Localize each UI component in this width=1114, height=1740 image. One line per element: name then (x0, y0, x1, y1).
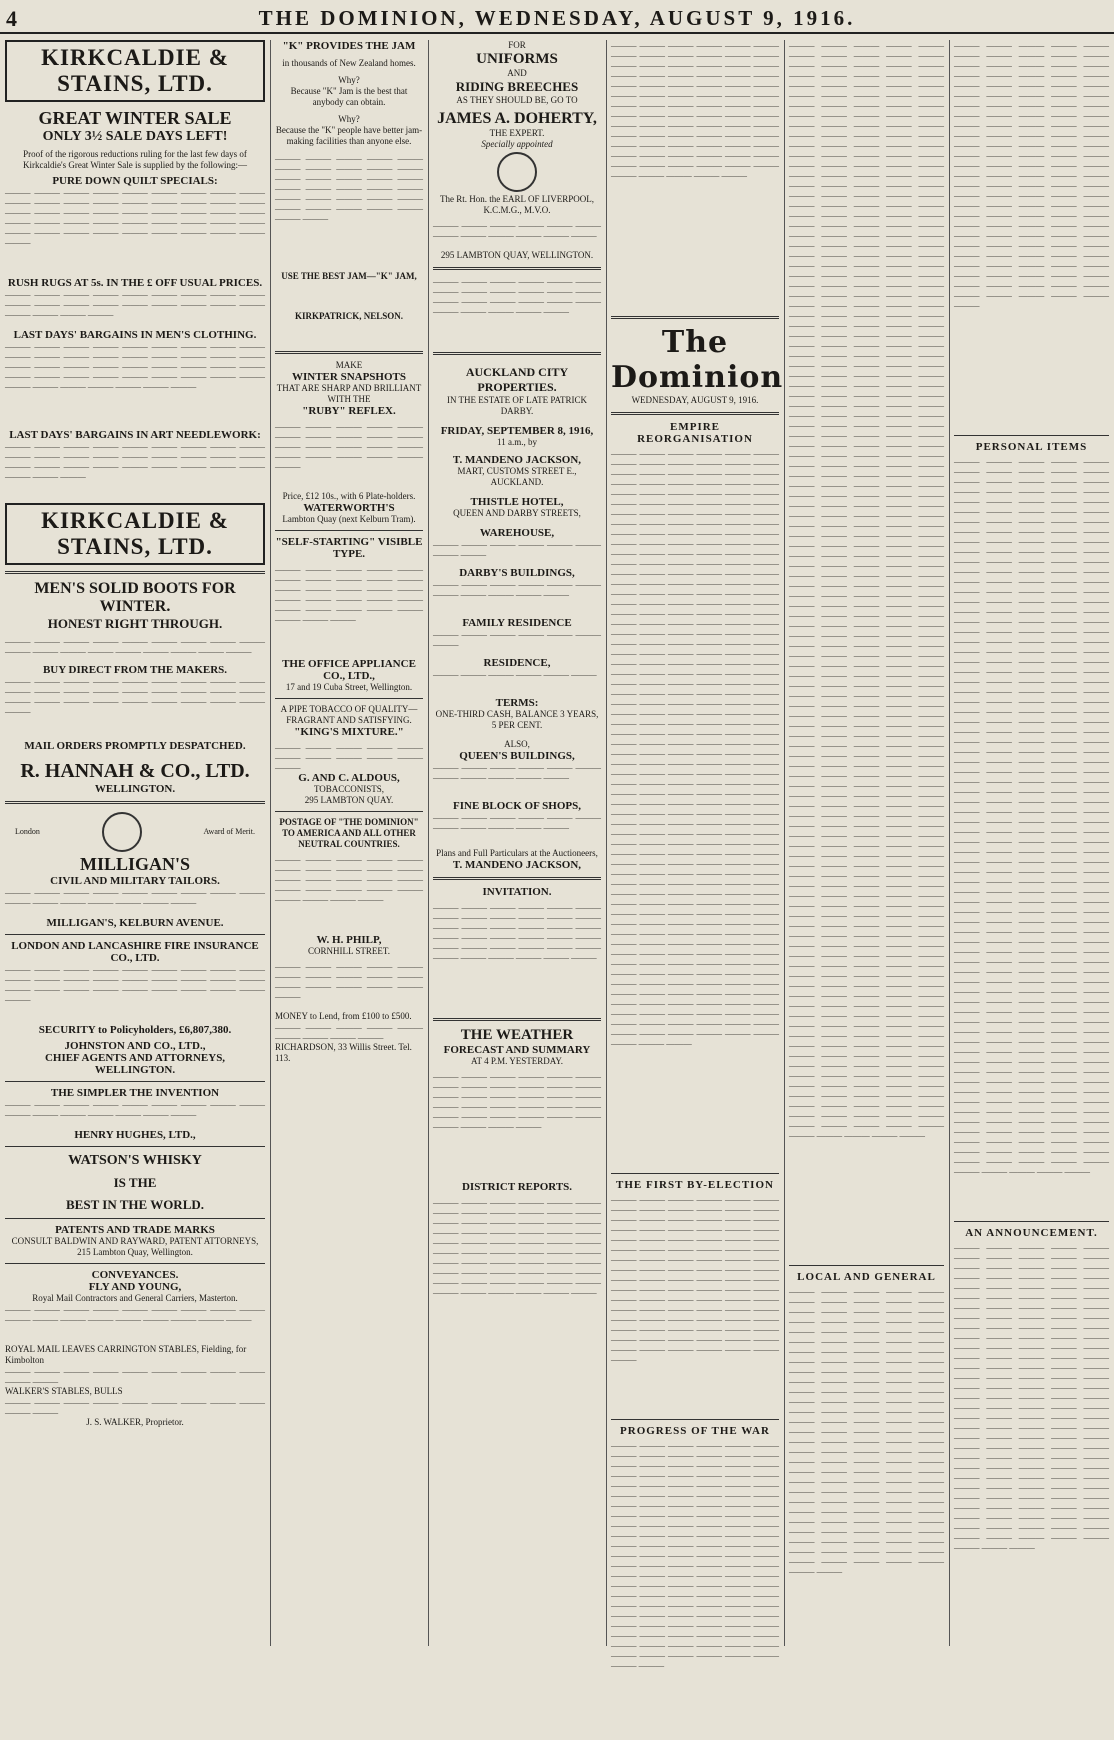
war-heading: PROGRESS OF THE WAR (620, 1425, 770, 1437)
doherty-address: 295 LAMBTON QUAY, WELLINGTON. (440, 250, 594, 260)
hannah-city: WELLINGTON. (94, 783, 176, 795)
auction-date: FRIDAY, SEPTEMBER 8, 1916, (440, 425, 594, 437)
philp-subtitle: CORNHILL STREET. (308, 946, 390, 956)
fly-young-name: FLY AND YOUNG, (88, 1281, 182, 1293)
page-number: 4 (6, 6, 17, 31)
district-reports: DISTRICT REPORTS. (461, 1181, 573, 1193)
byelection-heading: THE FIRST BY-ELECTION (616, 1179, 774, 1191)
kirkcaldie-footer-box (5, 503, 265, 565)
hughes-name: HENRY HUGHES, LTD., (74, 1129, 196, 1141)
forecast-time: AT 4 P.M. YESTERDAY. (470, 1056, 564, 1066)
patents-address: 215 Lambton Quay, Wellington. (77, 1247, 193, 1257)
office-appliance-address: 17 and 19 Cuba Street, Wellington. (285, 682, 413, 692)
jackson-name: T. MANDENO JACKSON, (452, 454, 582, 466)
masthead-title: THE DOMINION, WEDNESDAY, AUGUST 9, 1916. (258, 6, 856, 30)
body-text: ——— ——— ——— ——— ——— ——— ——— ——— ——— ——— ——— ——— ——— ——— ——— ——— ——— ——— ——— ——— ——— (275, 421, 423, 471)
body-text: ——— ——— ——— ——— ——— ——— (433, 669, 597, 679)
mart-address: MART, CUSTOMS STREET E., AUCKLAND. (457, 466, 577, 487)
plans-label: Plans and Full Particulars at the Auctioneers, (436, 848, 598, 858)
aldous-name: G. AND C. ALDOUS, (298, 772, 400, 784)
body-text: ——— ——— ——— ——— ——— ——— ——— ——— ——— ——— ——— ——— ——— ——— ——— ——— ——— ——— ——— ——— ——— ——— ——— ——— ——— ——— ——— ——— ——— ——— ——— ——— ——— ——— ——— ——— ——— ——— ——— ——— ——— ——— ——— ——— ——— ——— ——— ——— ——— ——— ——— ——— ——— ——— ——— ——— ——— ——— ——— ——— ——— ——— ——— ——— ——— ——— ——— ——— ——— ——— ——— ——— ——— ——— ——— ——— ——— ——— ——— ——— ——— ——— ——— ——— ——— ——— ——— ——— ——— ——— ——— ——— ——— ——— ——— ——— ——— ——— ——— ——— ——— ——— ——— ——— ——— ——— ——— ——— ——— ——— ——— ——— ——— ——— ——— ——— ——— ——— ——— ——— ——— ——— ——— ——— ——— ——— ——— ——— ——— ——— ——— ——— ——— ——— ——— ——— ——— ——— ——— ——— ——— ——— ——— ——— ——— ——— ——— ——— ——— ——— ——— ——— ——— ——— ——— ——— ——— ——— ——— ——— ——— ——— ——— ——— ——— ——— ——— ——— ——— ——— ——— ——— ——— ——— ——— ——— ——— ——— ——— ——— ——— ——— ——— ——— ——— ——— ——— ——— ——— ——— ——— ——— ——— ——— ——— ——— ——— ——— ——— ——— ——— ——— ——— ——— ——— ——— ——— ——— ——— ——— ——— ——— ——— ——— ——— ——— ——— ——— ——— ——— ——— ——— ——— ——— ——— ——— ——— ——— ——— ——— ——— ——— ——— ——— ——— ——— ——— ——— ——— ——— ——— ——— ——— ——— ——— ——— ——— ——— ——— ——— ——— ——— ——— ——— ——— ——— ——— ——— ——— ——— ——— ——— ——— ——— ——— ——— ——— ——— ——— ——— ——— ——— ——— ——— ——— ——— ——— ——— ——— ——— ——— ——— ——— ——— ——— ——— ——— ——— ——— ——— ——— ——— ——— ——— ——— ——— ——— ——— ——— ——— ——— ——— ——— ——— ——— ——— ——— ——— ——— ——— ——— ——— ——— ——— ——— ——— ——— ——— ——— ——— ——— ——— ——— ——— ——— ——— ——— ——— ——— ——— ——— ——— ——— ——— ——— ——— ——— ——— ——— ——— ——— ——— ——— ——— ——— ——— ——— ——— ——— ——— ——— ——— ——— ——— ——— ——— ——— ——— ——— ——— ——— ——— ——— ——— ——— ——— ——— ——— ——— ——— ——— ——— ——— ——— ——— ——— ——— ——— ——— ——— ——— ——— ——— ——— ——— ——— ——— ——— ——— ——— ——— ——— ——— ——— ——— ——— ——— ——— ——— ——— ——— ——— ——— ——— ——— ——— ——— ——— ——— ——— ——— ——— ——— ——— ——— ——— ——— ——— ——— ——— ——— ——— ——— ——— ——— ——— ——— ——— ——— ——— ——— ——— ——— ——— ——— ——— ——— ——— ——— ——— ——— ——— ——— ——— ——— ——— ——— ——— ——— ——— ——— ——— ——— ——— ——— ——— ——— ——— ——— ——— ——— ——— ——— ——— ——— ——— ——— ——— ——— ——— ——— ——— ——— ——— ——— ——— ——— ——— ——— ——— ——— ——— ——— ——— ——— ——— ——— ——— ——— ——— ——— ——— ——— ——— ——— ——— ——— ——— ——— ——— ——— ——— ——— ——— ——— ——— ——— ——— ——— ——— ——— ——— ——— ——— ——— ——— ——— ——— ——— ——— ——— ——— ——— ——— ——— ——— ——— ——— ——— ——— ——— ——— ——— ——— ——— ——— ——— ——— ——— ——— ——— ——— ——— ——— ——— ——— ——— ——— ——— ——— (789, 40, 944, 1140)
whisky-title: WATSON'S WHISKY (68, 1153, 202, 1168)
conveyances-head: CONVEYANCES. (91, 1269, 179, 1281)
why-label: Why? (338, 75, 360, 85)
uniforms-title: UNIFORMS (476, 51, 558, 67)
body-text: ——— ——— ——— ——— ——— ——— ——— ——— ——— ——— ——— ——— ——— ——— ——— ——— ——— ——— ——— ——— ——— ——— ——— ——— ——— ——— ——— ——— ——— ——— ——— ——— ——— ——— ——— ——— ——— ——— ——— ——— ——— ——— ——— ——— ——— ——— ——— ——— ——— ——— ——— ——— ——— ——— ——— ——— ——— ——— ——— ——— (433, 1197, 601, 1297)
advertiser-name: KIRKCALDIE & STAINS, LTD. (41, 508, 229, 559)
whisky-best: BEST IN THE WORLD. (66, 1197, 204, 1212)
sale-intro: Proof of the rigorous reductions ruling for the last few days of Kirkcaldie's Great Winter Sale is supplied by the following:— (22, 149, 248, 170)
auction-time: 11 a.m., by (497, 437, 537, 447)
winter-snapshots: WINTER SNAPSHOTS (291, 371, 406, 383)
should-be: AS THEY SHOULD BE, GO TO (456, 95, 578, 105)
family-residence: FAMILY RESIDENCE (462, 617, 572, 629)
column-3 (428, 40, 606, 1646)
body-text: ——— ——— ——— ——— ——— ——— ——— ——— ——— ——— ——— ——— ——— ——— ——— ——— ——— ——— ——— ——— ——— ——— ——— ——— ——— ——— ——— ——— ——— ——— ——— ——— ——— ——— ——— ——— ——— ——— ——— ——— ——— ——— ——— ——— ——— ——— ——— ——— ——— ——— ——— ——— ——— ——— ——— ——— ——— ——— ——— ——— ——— ——— ——— ——— ——— ——— ——— ——— ——— ——— ——— ——— ——— ——— ——— ——— ——— ——— ——— ——— ——— ——— ——— ——— ——— ——— ——— ——— ——— ——— ——— ——— ——— ——— ——— ——— ——— (611, 1194, 779, 1364)
invitation-head: INVITATION. (482, 886, 552, 898)
milligan-address: MILLIGAN'S, KELBURN AVENUE. (46, 917, 224, 929)
k-jam-reason-2: Because the "K" people have better jam-making facilities than anyone else. (275, 125, 423, 146)
forecast-title: FORECAST AND SUMMARY (443, 1044, 591, 1056)
body-text: ——— ——— ——— ——— ——— ——— ——— ——— ——— ——— ——— (275, 742, 423, 772)
body-text: ——— ——— ——— ——— ——— ——— ——— ——— ——— ——— ——— ——— ——— ——— ——— ——— ——— ——— ——— ——— ——— ——— ——— ——— (275, 854, 423, 904)
kirkcaldie-header-box (5, 40, 265, 102)
doherty-expert: THE EXPERT. (489, 128, 545, 138)
body-text: ——— ——— ——— ——— ——— ——— ——— ——— ——— ——— ——— ——— ——— ——— ——— ——— (5, 887, 265, 907)
fine-block-shops: FINE BLOCK OF SHOPS, (453, 800, 581, 812)
office-appliance-name: THE OFFICE APPLIANCE CO., LTD., (282, 658, 416, 682)
announcement-heading: AN ANNOUNCEMENT. (965, 1227, 1098, 1239)
body-text: ——— ——— ——— ——— ——— ——— ——— ——— ——— ——— ——— ——— ——— ——— ——— ——— ——— ——— ——— ——— ——— ——— ——— ——— ——— ——— ——— ——— ——— ——— ——— ——— ——— ——— ——— ——— ——— ——— ——— ——— ——— ——— ——— ——— ——— ——— ——— ——— ——— ——— ——— ——— ——— ——— ——— ——— ——— ——— ——— ——— ——— ——— ——— ——— ——— ——— ——— ——— ——— ——— ——— ——— ——— ——— ——— ——— ——— ——— ——— ——— ——— ——— ——— ——— ——— ——— ——— ——— ——— ——— ——— ——— ——— ——— ——— ——— ——— ——— ——— ——— ——— ——— ——— ——— ——— ——— ——— ——— ——— ——— ——— ——— ——— ——— ——— ——— ——— ——— ——— ——— ——— ——— ——— ——— ——— ——— ——— ——— ——— ——— ——— ——— ——— ——— ——— ——— ——— ——— ——— ——— ——— ——— ——— ——— ——— ——— ——— ——— ——— ——— ——— ——— ——— ——— ——— ——— ——— ——— ——— ——— ——— ——— ——— ——— ——— ——— ——— ——— ——— ——— ——— ——— ——— ——— ——— ——— ——— ——— ——— ——— ——— ——— ——— ——— ——— ——— ——— ——— ——— ——— ——— ——— ——— ——— ——— ——— ——— ——— ——— ——— ——— ——— ——— ——— ——— ——— ——— ——— ——— ——— ——— ——— ——— ——— ——— ——— ——— ——— ——— ——— ——— ——— ——— ——— ——— ——— ——— ——— ——— ——— ——— ——— ——— ——— ——— ——— ——— ——— ——— ——— ——— ——— ——— ——— ——— ——— ——— ——— ——— ——— ——— ——— ——— ——— ——— ——— ——— ——— ——— ——— ——— ——— ——— ——— ——— ——— ——— ——— ——— ——— ——— ——— ——— ——— ——— ——— ——— ——— ——— ——— ——— ——— ——— ——— ——— ——— ——— ——— ——— ——— ——— ——— ——— ——— ——— ——— ——— ——— ——— ——— ——— ——— ——— ——— ——— ——— ——— ——— ——— ——— ——— ——— ——— ——— ——— ——— ——— ——— ——— ——— ——— ——— ——— ——— ——— ——— ——— ——— ——— ——— ——— ——— ——— ——— ——— ——— ——— ——— ——— ——— ——— ——— ——— ——— ——— ——— ——— ——— ——— ——— ——— ——— ——— ——— ——— ——— ——— ——— ——— ——— (954, 456, 1109, 1176)
body-text: ——— ——— ——— ——— ——— ——— ——— ——— ——— ——— ——— (5, 1397, 265, 1417)
body-text: ——— ——— ——— ——— ——— ——— ——— ——— ——— ——— ——— ——— ——— ——— ——— ——— ——— ——— ——— ——— ——— ——— ——— (433, 276, 601, 316)
section-heading: LAST DAYS' BARGAINS IN ART NEEDLEWORK: (9, 429, 261, 441)
boots-subtitle: HONEST RIGHT THROUGH. (47, 616, 223, 631)
waterworth-name: WATERWORTH'S (303, 502, 395, 514)
walker-proprietor: J. S. WALKER, Proprietor. (86, 1417, 184, 1427)
body-text: ——— ——— ——— ——— ——— ——— ——— ——— ——— ——— ——— ——— ——— ——— ——— ——— ——— ——— ——— ——— ——— ——— ——— ——— ——— ——— ——— ——— ——— ——— ——— ——— ——— ——— ——— ——— (433, 902, 601, 962)
masthead (0, 4, 1114, 34)
thistle-address: QUEEN AND DARBY STREETS, (453, 508, 581, 518)
johnston-subtitle: CHIEF AGENTS AND ATTORNEYS, WELLINGTON. (44, 1052, 226, 1076)
aldous-subtitle: TOBACCONISTS, (313, 784, 385, 794)
coat-of-arms-icon (102, 812, 142, 852)
body-text: ——— ——— ——— ——— ——— ——— ——— ——— ——— ——— ——— ——— ——— ——— ——— ——— ——— ——— ——— ——— ——— ——— ——— ——— ——— ——— ——— ——— ——— ——— ——— ——— ——— ——— ——— ——— ——— ——— ——— ——— ——— ——— ——— (5, 341, 265, 391)
philp-name: W. H. PHILP, (316, 934, 382, 946)
make-label: MAKE (335, 360, 363, 370)
fly-young-subtitle: Royal Mail Contractors and General Carriers, Masterton. (32, 1293, 238, 1303)
kings-mixture: "KING'S MIXTURE." (294, 726, 404, 738)
body-text: ——— ——— ——— ——— ——— ——— ——— ——— ——— ——— ——— (433, 812, 601, 832)
column-6 (949, 40, 1114, 1646)
terms-label: TERMS: (495, 697, 539, 709)
patents-title: PATENTS AND TRADE MARKS (55, 1224, 215, 1236)
darbys-buildings: DARBY'S BUILDINGS, (459, 567, 575, 579)
editorial-heading: EMPIRE REORGANISATION (637, 421, 753, 445)
specially-appointed: Specially appointed (481, 139, 553, 149)
body-text: ——— ——— ——— ——— ——— ——— ——— ——— ——— ——— ——— ——— ——— ——— ——— ——— (275, 961, 423, 1001)
body-text: ——— ——— ——— ——— ——— ——— ——— (433, 629, 601, 649)
milligan-crest-row (5, 810, 265, 854)
whisky-is-the: IS THE (113, 1175, 157, 1190)
weather-title: THE WEATHER (460, 1027, 574, 1043)
body-text: ——— ——— ——— ——— ——— ——— ——— ——— ——— ——— ——— ——— ——— ——— ——— ——— ——— ——— ——— ——— ——— ——— ——— ——— ——— ——— ——— ——— (275, 564, 423, 624)
jackson-name: T. MANDENO JACKSON, (452, 859, 582, 871)
pipe-tobacco: A PIPE TOBACCO OF QUALITY— FRAGRANT AND SATISFYING. (280, 704, 418, 725)
body-text: ——— ——— ——— ——— ——— ——— ——— ——— ——— ——— ——— ——— ——— ——— ——— ——— ——— ——— ——— ——— ——— ——— ——— ——— ——— ——— ——— ——— ——— ——— ——— ——— ——— ——— ——— ——— ——— ——— ——— ——— ——— ——— ——— ——— ——— ——— ——— ——— ——— ——— ——— ——— ——— ——— ——— ——— ——— ——— ——— ——— ——— ——— ——— ——— ——— ——— ——— ——— ——— ——— ——— ——— ——— ——— ——— ——— ——— ——— ——— ——— ——— ——— ——— ——— ——— ——— ——— ——— ——— ——— ——— ——— ——— ——— ——— ——— ——— ——— ——— ——— ——— ——— ——— ——— ——— ——— ——— ——— ——— ——— ——— ——— ——— ——— ——— ——— ——— ——— ——— ——— ——— ——— ——— ——— ——— ——— ——— ——— ——— ——— ——— ——— ——— ——— ——— ——— ——— ——— ——— ——— ——— ——— ——— ——— ——— ——— ——— ——— ——— ——— ——— ——— ——— (954, 1242, 1109, 1552)
body-text: ——— ——— ——— ——— ——— ——— ——— ——— ——— ——— ——— ——— ——— ——— ——— ——— ——— ——— ——— ——— ——— ——— ——— ——— ——— ——— ——— ——— ——— ——— (5, 441, 265, 481)
why-label: Why? (338, 114, 360, 124)
johnston-name: JOHNSTON AND CO., LTD., (64, 1040, 206, 1052)
column-4 (606, 40, 784, 1670)
body-text: ——— ——— ——— ——— ——— ——— ——— ——— ——— ——— ——— (433, 762, 601, 782)
postage-title: POSTAGE OF "THE DOMINION" TO AMERICA AND ALL OTHER NEUTRAL COUNTRIES. (279, 817, 419, 849)
estate-line: IN THE ESTATE OF LATE PATRICK DARBY. (446, 395, 588, 416)
boots-mail-orders: MAIL ORDERS PROMPTLY DESPATCHED. (24, 740, 246, 752)
editorial-dateline: WEDNESDAY, AUGUST 9, 1916. (631, 395, 759, 405)
invention-title: THE SIMPLER THE INVENTION (50, 1087, 220, 1099)
terms-text: ONE-THIRD CASH, BALANCE 3 YEARS, 5 PER CENT. (435, 709, 599, 730)
breeches-title: RIDING BREECHES (455, 79, 579, 94)
personal-items-heading: PERSONAL ITEMS (975, 441, 1088, 453)
auckland-properties: AUCKLAND CITY PROPERTIES. (465, 365, 569, 394)
k-jam-line: in thousands of New Zealand homes. (282, 58, 416, 68)
warehouse-label: WAREHOUSE, (479, 527, 555, 539)
body-text: ——— ——— ——— ——— ——— ——— ——— ——— ——— ——— ——— ——— ——— ——— ——— ——— ——— ——— ——— ——— ——— ——— ——— ——— ——— ——— ——— ——— ——— ——— ——— ——— ——— ——— ——— ——— ——— ——— ——— ——— ——— ——— ——— ——— ——— ——— ——— ——— ——— ——— ——— ——— ——— ——— ——— ——— ——— ——— ——— ——— ——— ——— ——— ——— ——— ——— ——— ——— ——— ——— ——— ——— ——— ——— ——— ——— ——— ——— ——— ——— ——— ——— ——— ——— ——— ——— ——— ——— ——— ——— ——— ——— ——— ——— ——— ——— ——— ——— ——— ——— ——— ——— ——— ——— ——— ——— ——— ——— ——— ——— ——— ——— ——— ——— ——— ——— ——— ——— ——— ——— ——— ——— ——— ——— ——— ——— ——— ——— ——— ——— ——— ——— ——— ——— ——— ——— ——— ——— ——— ——— ——— ——— ——— ——— ——— ——— ——— ——— ——— ——— ——— ——— ——— ——— ——— ——— ——— ——— ——— ——— ——— ——— ——— ——— ——— ——— ——— ——— ——— ——— ——— ——— ——— ——— ——— ——— ——— ——— ——— ——— ——— ——— ——— ——— ——— ——— ——— ——— ——— ——— ——— ——— ——— ——— ——— ——— ——— ——— ——— ——— ——— ——— ——— ——— ——— ——— ——— ——— ——— ——— ——— ——— ——— ——— ——— ——— ——— ——— ——— ——— ——— ——— ——— ——— ——— ——— ——— ——— ——— ——— ——— ——— ——— ——— ——— ——— ——— ——— ——— ——— ——— ——— ——— ——— ——— ——— ——— ——— ——— ——— ——— ——— ——— ——— ——— ——— ——— ——— ——— ——— ——— ——— ——— ——— ——— ——— ——— ——— ——— ——— ——— ——— ——— ——— ——— ——— ——— ——— ——— ——— ——— ——— ——— ——— ——— ——— ——— ——— ——— ——— ——— ——— ——— ——— ——— ——— ——— ——— ——— ——— ——— ——— ——— ——— ——— ——— ——— ——— ——— ——— ——— ——— ——— ——— ——— ——— ——— ——— ——— ——— ——— ——— ——— ——— ——— ——— ——— ——— ——— ——— ——— ——— ——— ——— ——— ——— ——— ——— ——— ——— ——— ——— ——— ——— ——— ——— ——— ——— ——— ——— ——— ——— ——— ——— ——— ——— ——— (611, 448, 779, 1048)
aldous-address: 295 LAMBTON QUAY. (304, 795, 394, 805)
london-label: London (15, 827, 40, 836)
governor-name: The Rt. Hon. the EARL OF LIVERPOOL, K.C.M.G., M.V.O. (440, 194, 594, 215)
for-label: FOR (508, 40, 526, 50)
money-to-lend: MONEY to Lend, from £100 to £500. (275, 1011, 412, 1021)
section-heading: RUSH RUGS AT 5s. IN THE £ OFF USUAL PRICES. (7, 277, 263, 289)
advertiser-name: KIRKCALDIE & STAINS, LTD. (41, 45, 229, 96)
insurance-name: LONDON AND LANCASHIRE FIRE INSURANCE CO., LTD. (11, 940, 259, 964)
section-heading: LAST DAYS' BARGAINS IN MEN'S CLOTHING. (13, 329, 257, 341)
body-text: ——— ——— ——— ——— ——— ——— ——— ——— ——— ——— ——— ——— ——— ——— ——— ——— ——— ——— ——— ——— ——— ——— ——— ——— ——— ——— ——— ——— ——— ——— ——— ——— ——— ——— ——— ——— ——— ——— ——— ——— ——— ——— ——— ——— ——— ——— (5, 187, 265, 247)
body-text: ——— ——— ——— ——— ——— ——— ——— ——— ——— ——— ——— ——— ——— ——— ——— ——— ——— ——— ——— ——— ——— ——— ——— ——— ——— ——— ——— ——— (5, 964, 265, 1004)
ruby-price: Price, £12 10s., with 6 Plate-holders. (282, 491, 416, 501)
boots-buy-direct: BUY DIRECT FROM THE MAKERS. (42, 664, 228, 676)
body-text: ——— ——— ——— ——— ——— ——— ——— ——— ——— ——— ——— (5, 1366, 265, 1386)
body-text: ——— ——— ——— ——— ——— ——— ——— ——— ——— ——— ——— (433, 579, 601, 599)
body-text: ——— ——— ——— ——— ——— ——— ——— ——— ——— ——— ——— ——— ——— ——— ——— ——— (5, 1099, 265, 1119)
walkers-stables: WALKER'S STABLES, BULLS (5, 1386, 123, 1396)
ruby-reflex: "RUBY" REFLEX. (302, 405, 396, 417)
column-1 (0, 40, 270, 1646)
winter-snapshots-sub: THAT ARE SHARP AND BRILLIANT WITH THE (276, 383, 422, 404)
milligan-name: MILLIGAN'S (79, 854, 191, 874)
doherty-name: JAMES A. DOHERTY, (437, 110, 597, 127)
body-text: ——— ——— ——— ——— ——— ——— ——— ——— ——— ——— ——— ——— ——— ——— ——— ——— ——— ——— ——— ——— ——— ——— ——— ——— ——— ——— ——— ——— ——— ——— ——— ——— ——— ——— (433, 1071, 601, 1131)
body-text: ——— ——— ——— ——— ——— ——— ——— ——— ——— ——— ——— ——— (433, 220, 601, 240)
richardson-address: RICHARDSON, 33 Willis Street. Tel. 113. (275, 1042, 412, 1063)
patents-consult: CONSULT BALDWIN AND RAYWARD, PATENT ATTORNEYS, (11, 1236, 259, 1246)
milligan-subtitle: CIVIL AND MILITARY TAILORS. (50, 875, 220, 887)
use-best-jam: USE THE BEST JAM—"K" JAM, (281, 271, 417, 281)
body-text: ——— ——— ——— ——— ——— ——— ——— ——— ——— ——— ——— ——— ——— ——— ——— ——— ——— ——— ——— ——— ——— ——— ——— ——— ——— ——— ——— ——— ——— ——— ——— ——— ——— ——— ——— ——— ——— ——— ——— ——— ——— ——— ——— ——— ——— ——— ——— ——— ——— ——— ——— ——— ——— ——— ——— ——— ——— ——— ——— ——— ——— ——— ——— ——— ——— ——— ——— ——— ——— ——— ——— ——— ——— ——— ——— ——— ——— ——— ——— ——— ——— ——— ——— ——— ——— ——— ——— ——— ——— ——— ——— ——— ——— ——— ——— ——— ——— ——— ——— ——— ——— ——— ——— ——— ——— ——— ——— ——— ——— ——— ——— ——— ——— ——— ——— ——— ——— ——— ——— ——— ——— ——— ——— ——— ——— ——— ——— ——— ——— ——— ——— ——— ——— ——— (611, 1440, 779, 1670)
body-text: ——— ——— ——— ——— ——— ——— ——— ——— (433, 539, 601, 559)
residence-label: RESIDENCE, (483, 657, 551, 669)
queens-buildings: QUEEN'S BUILDINGS, (459, 750, 575, 762)
hannah-name: R. HANNAH & CO., LTD. (20, 760, 250, 782)
dominion-nameplate: The Dominion (611, 325, 784, 395)
body-text: ——— ——— ——— ——— ——— ——— ——— ——— ——— ——— ——— ——— ——— ——— ——— ——— ——— ——— ——— ——— ——— ——— ——— ——— ——— ——— ——— ——— ——— ——— ——— ——— ——— ——— ——— ——— ——— ——— ——— ——— ——— ——— ——— ——— ——— ——— ——— ——— ——— ——— ——— ——— ——— ——— ——— ——— ——— ——— ——— ——— ——— ——— ——— ——— ——— ——— ——— ——— ——— ——— ——— ——— ——— ——— ——— ——— ——— ——— ——— ——— ——— ——— ——— ——— ——— ——— ——— ——— ——— ——— ——— ——— ——— ——— ——— ——— ——— ——— ——— ——— ——— ——— ——— ——— ——— ——— ——— ——— ——— ——— ——— ——— ——— ——— ——— ——— ——— ——— ——— ——— ——— ——— ——— ——— ——— ——— ——— ——— ——— ——— ——— ——— ——— ——— ——— ——— ——— ——— ——— ——— ——— ——— (789, 1286, 944, 1576)
sale-subtitle: ONLY 3½ SALE DAYS LEFT! (42, 129, 228, 144)
column-5 (784, 40, 949, 1646)
also-label: ALSO, (504, 739, 530, 749)
body-text: ——— ——— ——— ——— ——— ——— ——— ——— ——— ——— ——— ——— ——— ——— ——— ——— ——— ——— ——— ——— ——— ——— ——— ——— ——— ——— ——— ——— ——— ——— ——— ——— ——— ——— ——— ——— ——— ——— ——— ——— ——— ——— ——— ——— ——— ——— ——— ——— ——— ——— ——— ——— ——— ——— ——— ——— ——— ——— ——— ——— ——— ——— ——— ——— ——— ——— ——— ——— ——— ——— ——— ——— ——— ——— ——— ——— ——— ——— ——— ——— ——— ——— ——— (611, 40, 779, 180)
thistle-hotel: THISTLE HOTEL, (470, 496, 564, 508)
sale-title: GREAT WINTER SALE (38, 108, 232, 128)
body-text: ——— ——— ——— ——— ——— ——— ——— ——— ——— ——— ——— ——— ——— ——— ——— ——— ——— ——— ——— ——— ——— ——— (5, 289, 265, 319)
body-text: ——— ——— ——— ——— ——— ——— ——— ——— ——— ——— ——— ——— ——— ——— ——— ——— ——— ——— (5, 1304, 265, 1324)
section-heading: PURE DOWN QUILT SPECIALS: (52, 175, 218, 187)
and-label: AND (507, 68, 527, 78)
body-text: ——— ——— ——— ——— ——— ——— ——— ——— ——— ——— ——— ——— ——— ——— ——— ——— ——— ——— ——— ——— ——— ——— ——— ——— ——— ——— ——— ——— (5, 676, 265, 716)
self-starting-title: "SELF-STARTING" VISIBLE TYPE. (275, 536, 423, 560)
k-jam-reason-1: Because "K" Jam is the best that anybody can obtain. (290, 86, 408, 107)
royal-crest-icon (497, 152, 537, 192)
boots-title: MEN'S SOLID BOOTS FOR WINTER. (34, 580, 236, 615)
kirkpatrick-name: KIRKPATRICK, NELSON. (295, 311, 403, 321)
waterworth-address: Lambton Quay (next Kelburn Tram). (282, 514, 416, 524)
security-line: SECURITY to Policyholders, £6,807,380. (38, 1024, 232, 1036)
k-jam-title: "K" PROVIDES THE JAM (282, 40, 416, 52)
body-text: ——— ——— ——— ——— ——— ——— ——— ——— ——— ——— ——— ——— ——— ——— ——— ——— ——— ——— ——— ——— ——— ——— ——— ——— ——— ——— ——— ——— ——— ——— ——— ——— ——— ——— ——— ——— ——— ——— ——— ——— ——— ——— ——— ——— ——— ——— ——— ——— ——— ——— ——— ——— ——— ——— ——— ——— ——— ——— ——— ——— ——— ——— ——— ——— ——— ——— ——— ——— ——— ——— ——— ——— ——— ——— ——— ——— ——— ——— ——— ——— ——— ——— ——— ——— ——— ——— ——— ——— ——— ——— ——— ——— ——— ——— ——— ——— ——— ——— ——— ——— ——— ——— ——— ——— ——— ——— ——— ——— ——— ——— ——— ——— ——— ——— ——— ——— ——— ——— ——— ——— ——— ——— ——— ——— ——— ——— ——— ——— ——— ——— ——— (954, 40, 1109, 310)
local-general-heading: LOCAL AND GENERAL (797, 1271, 936, 1283)
royal-mail-line: ROYAL MAIL LEAVES CARRINGTON STABLES, Fielding, for Kimbolton (5, 1344, 247, 1365)
body-text: ——— ——— ——— ——— ——— ——— ——— ——— ——— ——— ——— ——— ——— ——— ——— ——— ——— ——— (5, 636, 265, 656)
award-label: Award of Merit. (203, 827, 255, 836)
body-text: ——— ——— ——— ——— ——— ——— ——— ——— ——— (275, 1022, 423, 1042)
column-2 (270, 40, 428, 1646)
body-text: ——— ——— ——— ——— ——— ——— ——— ——— ——— ——— ——— ——— ——— ——— ——— ——— ——— ——— ——— ——— ——— ——— ——— ——— ——— ——— ——— ——— ——— ——— ——— ——— (275, 153, 423, 223)
